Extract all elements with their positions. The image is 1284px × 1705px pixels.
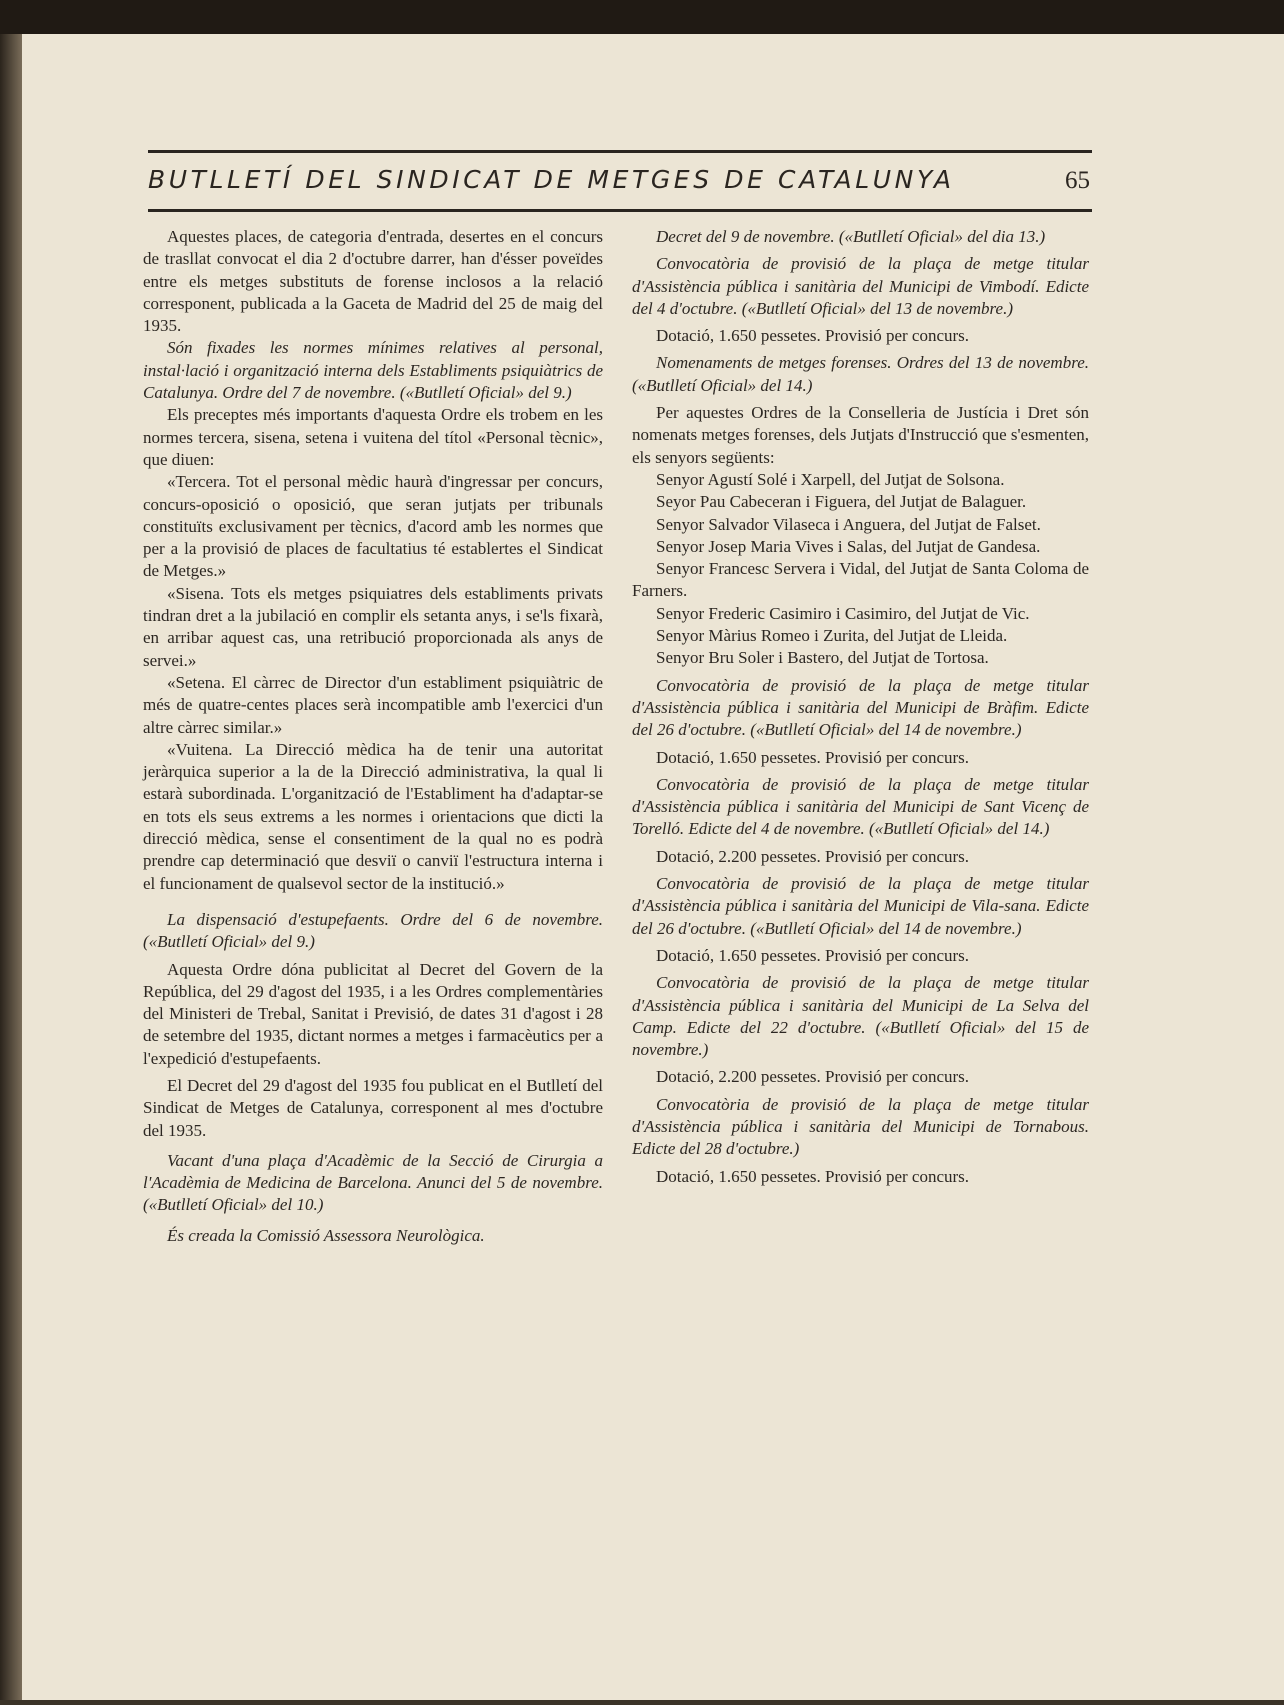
- page-number: 65: [1065, 167, 1090, 194]
- paragraph: «Vuitena. La Direcció mèdica ha de tenir una autoritat jeràrquica superior a la de la Direcció administrativa, la qual li estarà subordinada. L'organització de l'Establiment ha d'adaptar-se en tots els seus extrems a les normes i orientacions que dicti la direcció mèdica, sense el consentiment de la qual no es podrà prendre cap determinació que desviï o canviï l'estructura interna i el funcionament de qualsevol sector de la institució.»: [143, 739, 603, 893]
- left-column: [143, 226, 603, 1247]
- section-heading: La dispensació d'estupefaents. Ordre del 6 de novembre. («Butlletí Oficial» del 9.): [143, 909, 603, 952]
- paragraph: Els preceptes més importants d'aquesta Ordre els trobem en les normes tercera, sisena, setena i vuitena del títol «Personal tècnic», que diuen:: [143, 405, 603, 469]
- paragraph: Dotació, 1.650 pessetes. Provisió per concurs.: [656, 1166, 970, 1186]
- paragraph: Dotació, 2.200 pessetes. Provisió per concurs.: [656, 1067, 970, 1087]
- paragraph: Aquesta Ordre dóna publicitat al Decret del Govern de la República, del 29 d'agost del 1935, i a les Ordres complementàries del Ministeri de Trebal, Sanitat i Previsió, de dates 31 d'agost i 28 de setembre del 1935, dictant normes a metges i farmacèutics per a l'expedició d'estupefaents.: [143, 959, 603, 1068]
- list-item: Senyor Frederic Casimiro i Casimiro, del Jutjat de Vic.: [656, 603, 1030, 623]
- list-item: Senyor Salvador Vilaseca i Anguera, del Jutjat de Falset.: [656, 514, 1041, 534]
- section-heading: Vacant d'una plaça d'Acadèmic de la Secció de Cirurgia a l'Acadèmia de Medicina de Barcelona. Anunci del 5 de novembre. («Butlletí Oficial» del 10.): [143, 1150, 603, 1215]
- paragraph: «Sisena. Tots els metges psiquiatres dels establiments privats tindran dret a la jubilació en complir els setanta anys, i se'ls fixarà, en arribar aquest cas, una retribució proporcionada als anys de servei.»: [143, 583, 603, 670]
- list-item: Senyor Agustí Solé i Xarpell, del Jutjat de Solsona.: [656, 469, 1005, 489]
- paragraph: Dotació, 1.650 pessetes. Provisió per concurs.: [656, 326, 970, 346]
- paragraph: Dotació, 1.650 pessetes. Provisió per concurs.: [656, 747, 970, 767]
- paragraph: Dotació, 2.200 pessetes. Provisió per concurs.: [656, 846, 970, 866]
- section-heading: Decret del 9 de novembre. («Butlletí Oficial» del dia 13.): [656, 227, 1046, 246]
- paragraph: Per aquestes Ordres de la Conselleria de Justícia i Dret són nomenats metges forenses, dels Jutjats d'Instrucció que s'esmenten, els senyors següents:: [632, 403, 1089, 467]
- list-item: Senyor Bru Soler i Bastero, del Jutjat de Tortosa.: [656, 648, 989, 668]
- section-heading: Convocatòria de provisió de la plaça de metge titular d'Assistència pública i sanitària del Municipi de Vimbodí. Edicte del 4 d'octubre. («Butlletí Oficial» del 13 de novembre.): [632, 254, 1089, 318]
- section-heading: Nomenaments de metges forenses. Ordres del 13 de novembre. («Butlletí Oficial» del 14.): [632, 353, 1089, 395]
- list-item: Senyor Francesc Servera i Vidal, del Jutjat de Santa Coloma de Farners.: [632, 559, 1089, 601]
- list-item: Seyor Pau Cabeceran i Figuera, del Jutjat de Balaguer.: [656, 492, 1027, 512]
- paragraph: Aquestes places, de categoria d'entrada, desertes en el concurs de trasllat convocat el dia 2 d'octubre darrer, han d'ésser poveïdes entre els metges substituts de forense inclosos a la relació corresponent, publicada a la Gaceta de Madrid del 25 de maig del 1935.: [143, 227, 603, 336]
- list-item: Senyor Màrius Romeo i Zurita, del Jutjat de Lleida.: [656, 626, 1008, 646]
- paragraph: El Decret del 29 d'agost del 1935 fou publicat en el Butlletí del Sindicat de Metges de Catalunya, corresponent al mes d'octubre del 1935.: [143, 1075, 603, 1140]
- section-heading: Convocatòria de provisió de la plaça de metge titular d'Assistència pública i sanitària del Municipi de Tornabous. Edicte del 28 d'octubre.): [632, 1094, 1089, 1159]
- journal-title: BUTLLETÍ DEL SINDICAT DE METGES DE CATALUNYA: [148, 165, 955, 194]
- running-header: [148, 150, 1092, 212]
- section-heading: És creada la Comissió Assessora Neurològica.: [167, 1225, 485, 1245]
- paragraph: «Tercera. Tot el personal mèdic haurà d'ingressar per concurs, concurs-oposició o oposició, que seran jutjats per tribunals constituïts exclusivament per tècnics, d'acord amb les normes que per a la provisió de places de facultatius té establertes el Sindicat de Metges.»: [143, 472, 603, 581]
- section-heading: Són fixades les normes mínimes relatives al personal, instal·lació i organització interna dels Establiments psiquiàtrics de Catalunya. Ordre del 7 de novembre. («Butlletí Oficial» del 9.): [143, 338, 603, 403]
- scan-background-top: [0, 0, 1284, 34]
- paragraph: «Setena. El càrrec de Director d'un establiment psiquiàtric de més de quatre-centes places serà incompatible amb l'exercici d'un altre càrrec similar.»: [143, 672, 603, 737]
- book-spine: [0, 34, 22, 1700]
- section-heading: Convocatòria de provisió de la plaça de metge titular d'Assistència pública i sanitària del Municipi de La Selva del Camp. Edicte del 22 d'octubre. («Butlletí Oficial» del 15 de novembre.): [632, 973, 1089, 1060]
- paragraph: Dotació, 1.650 pessetes. Provisió per concurs.: [656, 945, 970, 965]
- section-heading: Convocatòria de provisió de la plaça de metge titular d'Assistència pública i sanitària del Municipi de Bràfim. Edicte del 26 d'octubre. («Butlletí Oficial» del 14 de novembre.): [632, 675, 1089, 740]
- right-column: [632, 226, 1089, 1188]
- section-heading: Convocatòria de provisió de la plaça de metge titular d'Assistència pública i sanitària del Municipi de Sant Vicenç de Torelló. Edicte del 4 de novembre. («Butlletí Oficial» del 14.): [632, 774, 1089, 839]
- section-heading: Convocatòria de provisió de la plaça de metge titular d'Assistència pública i sanitària del Municipi de Vila-sana. Edicte del 26 d'octubre. («Butlletí Oficial» del 14 de novembre.): [632, 874, 1089, 938]
- list-item: Senyor Josep Maria Vives i Salas, del Jutjat de Gandesa.: [656, 536, 1041, 556]
